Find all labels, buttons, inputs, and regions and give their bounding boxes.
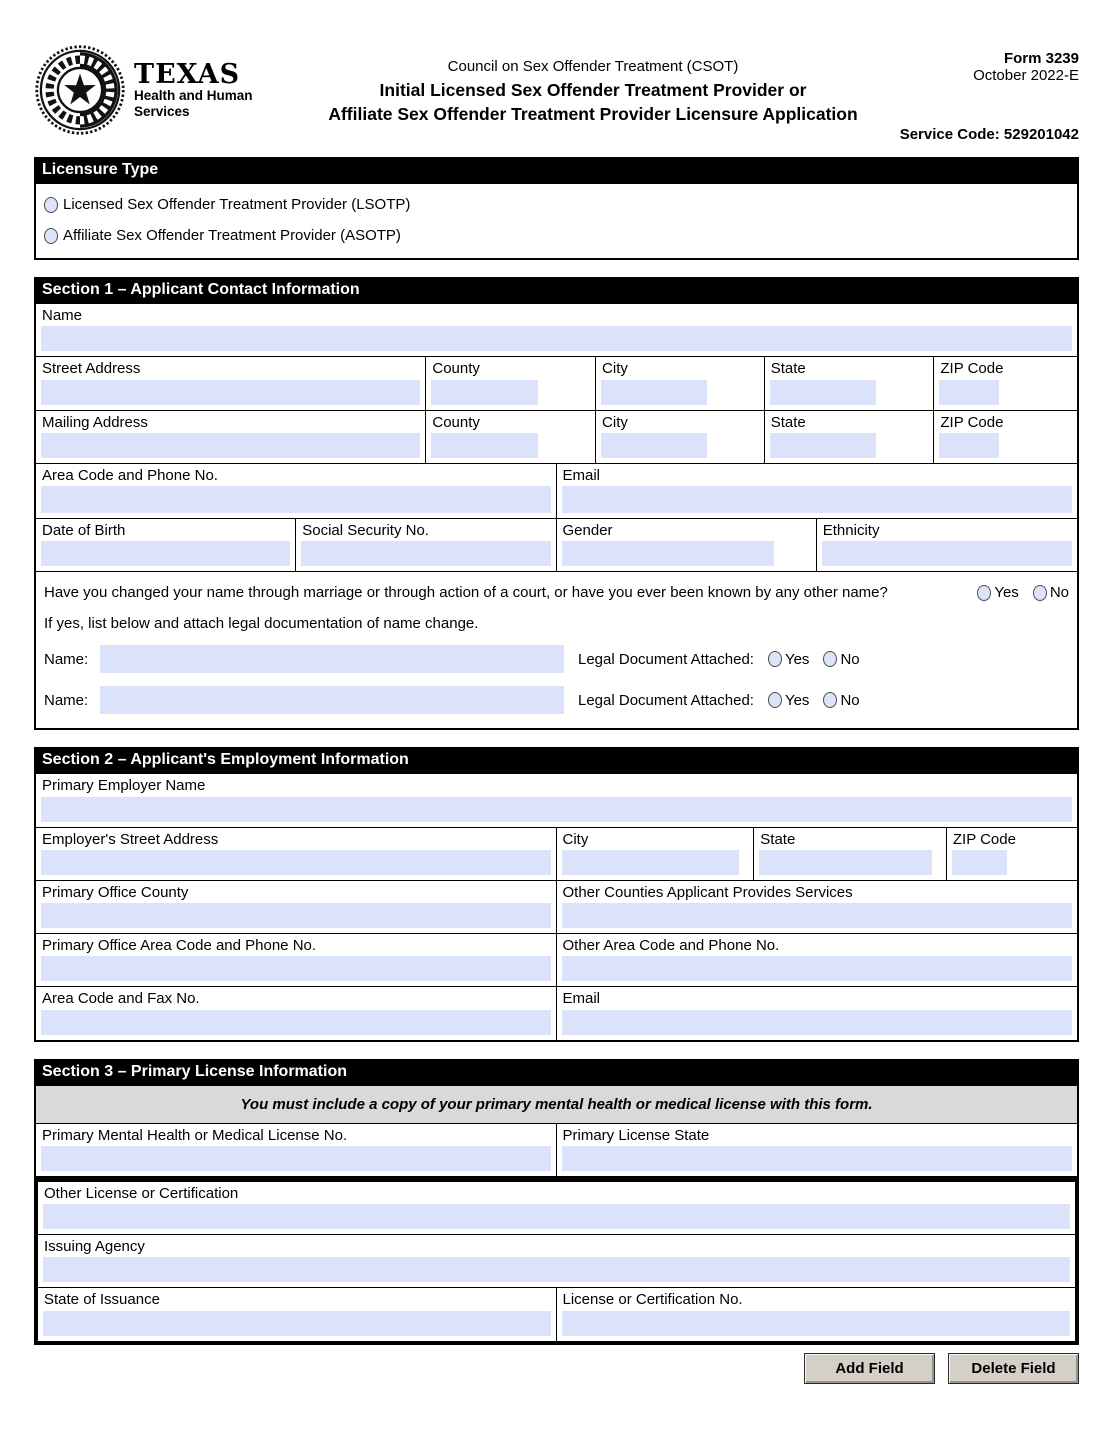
mailing-address-row	[36, 410, 1077, 463]
legal-doc-no-label-2: No	[840, 691, 860, 709]
other-counties-cell	[557, 881, 1078, 933]
employer-state-label: State	[760, 830, 796, 848]
phone-input[interactable]	[41, 486, 551, 513]
primary-license-state-cell	[557, 1124, 1078, 1176]
form-number: Form 3239	[1003, 50, 1079, 67]
issuance-row	[38, 1287, 1075, 1340]
ethnicity-input[interactable]	[822, 541, 1072, 566]
legal-doc-attached-yes-radio-2[interactable]	[768, 692, 782, 708]
employer-zip-cell	[947, 828, 1077, 880]
mailing-city-input[interactable]	[601, 433, 707, 458]
office-county-cell	[36, 881, 557, 933]
street-county-input[interactable]	[431, 380, 537, 405]
email-label: Email	[562, 466, 601, 484]
section2-body	[34, 774, 1079, 1041]
other-license-label: Other License or Certification	[44, 1184, 239, 1202]
texas-hhs-logo	[34, 44, 292, 136]
issuing-agency-input[interactable]	[43, 1257, 1070, 1282]
primary-license-state-label: Primary License State	[562, 1126, 710, 1144]
employer-street-cell	[36, 828, 557, 880]
primary-license-row	[36, 1124, 1077, 1176]
legal-doc-attached-no-radio-2[interactable]	[823, 692, 837, 708]
lsotp-option-label: Licensed Sex Offender Treatment Provider (LSOTP)	[63, 196, 411, 213]
mailing-zip-cell	[934, 411, 1077, 463]
street-state-label: State	[770, 360, 806, 378]
prior-name-1-input[interactable]	[100, 645, 564, 673]
issuing-agency-cell	[38, 1235, 1075, 1287]
fax-input[interactable]	[41, 1010, 551, 1035]
employer-street-address-input[interactable]	[41, 850, 551, 875]
street-address-cell	[36, 357, 426, 409]
issuing-agency-label: Issuing Agency	[44, 1238, 145, 1255]
employer-city-label: City	[562, 830, 589, 848]
asotp-radio-button[interactable]	[44, 228, 58, 244]
other-phone-input[interactable]	[562, 956, 1073, 981]
legal-doc-yes-label-1: Yes	[784, 650, 810, 668]
mailing-address-input[interactable]	[41, 433, 420, 458]
logo-sub-text-1: Health and Human	[134, 87, 253, 103]
state-of-issuance-cell	[38, 1288, 557, 1340]
street-city-cell	[596, 357, 765, 409]
mailing-county-label: County	[432, 413, 480, 431]
mailing-state-input[interactable]	[770, 433, 876, 458]
form-meta-block	[894, 44, 1079, 143]
street-county-cell	[426, 357, 596, 409]
state-of-issuance-input[interactable]	[43, 1311, 551, 1336]
applicant-name-input[interactable]	[41, 326, 1072, 351]
name-change-question-row	[44, 584, 1069, 601]
mailing-city-label: City	[602, 413, 628, 431]
other-license-row	[38, 1182, 1075, 1234]
other-phone-label: Other Area Code and Phone No.	[562, 937, 780, 954]
licensure-type-section	[34, 157, 1079, 260]
phone-cell	[36, 464, 557, 518]
mailing-county-input[interactable]	[431, 433, 537, 458]
street-address-row	[36, 356, 1077, 409]
gender-label: Gender	[562, 522, 613, 539]
primary-office-county-input[interactable]	[41, 903, 551, 928]
ssn-label: Social Security No.	[302, 522, 429, 539]
legal-doc-attached-label-1: Legal Document Attached:	[578, 650, 754, 668]
employer-email-cell	[557, 987, 1078, 1039]
service-code: Service Code: 529201042	[899, 126, 1079, 143]
phone-label: Area Code and Phone No.	[42, 466, 218, 484]
name-change-answer-group	[963, 584, 1069, 601]
primary-license-no-label: Primary Mental Health or Medical License No.	[42, 1126, 348, 1144]
legal-doc-attached-group-1	[754, 651, 860, 668]
legal-doc-attached-label-2: Legal Document Attached:	[578, 691, 754, 709]
office-county-row	[36, 880, 1077, 933]
cert-no-input[interactable]	[562, 1311, 1071, 1336]
office-county-label: Primary Office County	[42, 883, 189, 901]
street-state-input[interactable]	[770, 380, 876, 405]
legal-doc-no-label-1: No	[840, 650, 860, 668]
employer-zip-input[interactable]	[952, 850, 1007, 875]
cert-no-label: License or Certification No.	[562, 1291, 743, 1309]
form-title-block	[292, 44, 894, 126]
employer-state-input[interactable]	[759, 850, 931, 875]
field-actions	[34, 1353, 1079, 1384]
gender-cell	[557, 519, 817, 571]
other-counties-label: Other Counties Applicant Provides Services	[562, 883, 853, 901]
mailing-zip-label: ZIP Code	[940, 413, 1004, 431]
section2	[34, 747, 1079, 1041]
logo-sub-text-2: Services	[134, 103, 190, 119]
employer-zip-label: ZIP Code	[952, 830, 1016, 848]
name-change-block	[36, 571, 1077, 728]
prior-name-2-input[interactable]	[100, 686, 564, 714]
section2-header: Section 2 – Applicant's Employment Information	[34, 747, 1079, 774]
employer-city-input[interactable]	[562, 850, 739, 875]
employer-state-cell	[754, 828, 947, 880]
cert-no-cell	[557, 1288, 1076, 1340]
legal-doc-yes-label-2: Yes	[784, 691, 810, 709]
office-phone-cell	[36, 934, 557, 986]
employer-name-cell	[36, 774, 1077, 826]
logo-brand-text: TEXAS	[134, 58, 241, 90]
mailing-address-label: Mailing Address	[42, 413, 148, 431]
dob-label: Date of Birth	[42, 522, 126, 539]
fax-cell	[36, 987, 557, 1039]
section1-header: Section 1 – Applicant Contact Information	[34, 277, 1079, 304]
office-phone-row	[36, 933, 1077, 986]
name-label: Name	[42, 307, 83, 324]
name-change-yes-label: Yes	[994, 584, 1019, 602]
fax-email-row	[36, 986, 1077, 1039]
section1	[34, 277, 1079, 730]
street-city-label: City	[602, 360, 628, 378]
licensure-type-body	[34, 184, 1079, 260]
program-name: Council on Sex Offender Treatment (CSOT)	[447, 58, 739, 75]
ssn-input[interactable]	[301, 541, 550, 566]
street-zip-input[interactable]	[939, 380, 999, 405]
legal-doc-attached-yes-radio-1[interactable]	[768, 651, 782, 667]
fax-label: Area Code and Fax No.	[42, 990, 200, 1008]
mailing-state-cell	[765, 411, 935, 463]
primary-license-note: You must include a copy of your primary mental health or medical license with this form.	[36, 1086, 1077, 1124]
ethnicity-label: Ethnicity	[822, 522, 880, 539]
prior-name-row-2	[44, 686, 1069, 714]
street-address-input[interactable]	[41, 380, 420, 405]
licensure-option-lsotp[interactable]	[36, 187, 1077, 218]
employer-name-row	[36, 774, 1077, 826]
primary-office-phone-input[interactable]	[41, 956, 551, 981]
legal-doc-attached-no-radio-1[interactable]	[823, 651, 837, 667]
licensure-type-header: Licensure Type	[34, 157, 1079, 184]
office-phone-label: Primary Office Area Code and Phone No.	[42, 937, 317, 954]
dob-input[interactable]	[41, 541, 290, 566]
name-change-cell	[36, 572, 1077, 728]
employer-address-row	[36, 827, 1077, 880]
employer-email-input[interactable]	[562, 1010, 1073, 1035]
asotp-option-label: Affiliate Sex Offender Treatment Provider (ASOTP)	[63, 227, 401, 244]
other-license-group	[34, 1178, 1079, 1345]
prior-name-row-1	[44, 645, 1069, 673]
ssn-cell	[296, 519, 556, 571]
other-license-input[interactable]	[43, 1204, 1070, 1229]
name-change-no-radio[interactable]	[1033, 585, 1047, 601]
employer-email-label: Email	[562, 990, 601, 1008]
licensure-option-asotp[interactable]	[36, 218, 1077, 249]
gender-input[interactable]	[562, 541, 775, 566]
name-row	[36, 304, 1077, 356]
texas-hhs-seal-icon	[34, 44, 126, 136]
legal-doc-attached-group-2	[754, 692, 860, 709]
state-of-issuance-label: State of Issuance	[44, 1291, 160, 1309]
email-cell	[557, 464, 1078, 518]
name-change-question: Have you changed your name through marriage or through action of a court, or have you ever been known by any other name?	[44, 584, 888, 602]
street-zip-cell	[934, 357, 1077, 409]
primary-license-no-cell	[36, 1124, 557, 1176]
phone-email-row	[36, 463, 1077, 518]
street-county-label: County	[432, 360, 480, 378]
dob-row	[36, 518, 1077, 571]
street-address-label: Street Address	[42, 360, 141, 378]
delete-field-button[interactable]: Delete Field	[948, 1353, 1079, 1384]
form-revision-date: October 2022-E	[973, 67, 1079, 84]
name-change-no-label: No	[1049, 584, 1069, 602]
primary-license-no-input[interactable]	[41, 1146, 551, 1171]
mailing-zip-input[interactable]	[939, 433, 999, 458]
prior-name-2-label: Name:	[44, 691, 89, 709]
prior-name-1-label: Name:	[44, 650, 89, 668]
employer-city-cell	[557, 828, 755, 880]
street-zip-label: ZIP Code	[940, 360, 1004, 378]
name-change-instruction: If yes, list below and attach legal documentation of name change.	[44, 615, 479, 633]
primary-license-state-input[interactable]	[562, 1146, 1073, 1171]
other-license-cell	[38, 1182, 1075, 1234]
email-input[interactable]	[562, 486, 1073, 513]
mailing-county-cell	[426, 411, 596, 463]
dob-cell	[36, 519, 296, 571]
street-city-input[interactable]	[601, 380, 707, 405]
street-state-cell	[765, 357, 935, 409]
employer-street-label: Employer's Street Address	[42, 830, 219, 848]
section3	[34, 1059, 1079, 1345]
employer-name-label: Primary Employer Name	[42, 777, 206, 795]
mailing-state-label: State	[770, 413, 806, 431]
section1-body	[34, 304, 1079, 730]
other-phone-cell	[557, 934, 1078, 986]
lsotp-radio-button[interactable]	[44, 197, 58, 213]
name-change-yes-radio[interactable]	[977, 585, 991, 601]
mailing-city-cell	[596, 411, 765, 463]
section3-header: Section 3 – Primary License Information	[34, 1059, 1079, 1086]
form-title-line-1: Initial Licensed Sex Offender Treatment Provider or	[379, 80, 807, 100]
form-title-line-2: Affiliate Sex Offender Treatment Provider Licensure Application	[328, 103, 858, 124]
logo-wordmark	[134, 58, 253, 119]
name-cell	[36, 304, 1077, 356]
other-counties-input[interactable]	[562, 903, 1073, 928]
add-field-button[interactable]: Add Field	[804, 1353, 935, 1384]
section3-body	[34, 1086, 1079, 1178]
primary-employer-name-input[interactable]	[41, 797, 1072, 822]
ethnicity-cell	[817, 519, 1077, 571]
form-header	[34, 44, 1079, 143]
mailing-address-cell	[36, 411, 426, 463]
issuing-agency-row	[38, 1234, 1075, 1287]
